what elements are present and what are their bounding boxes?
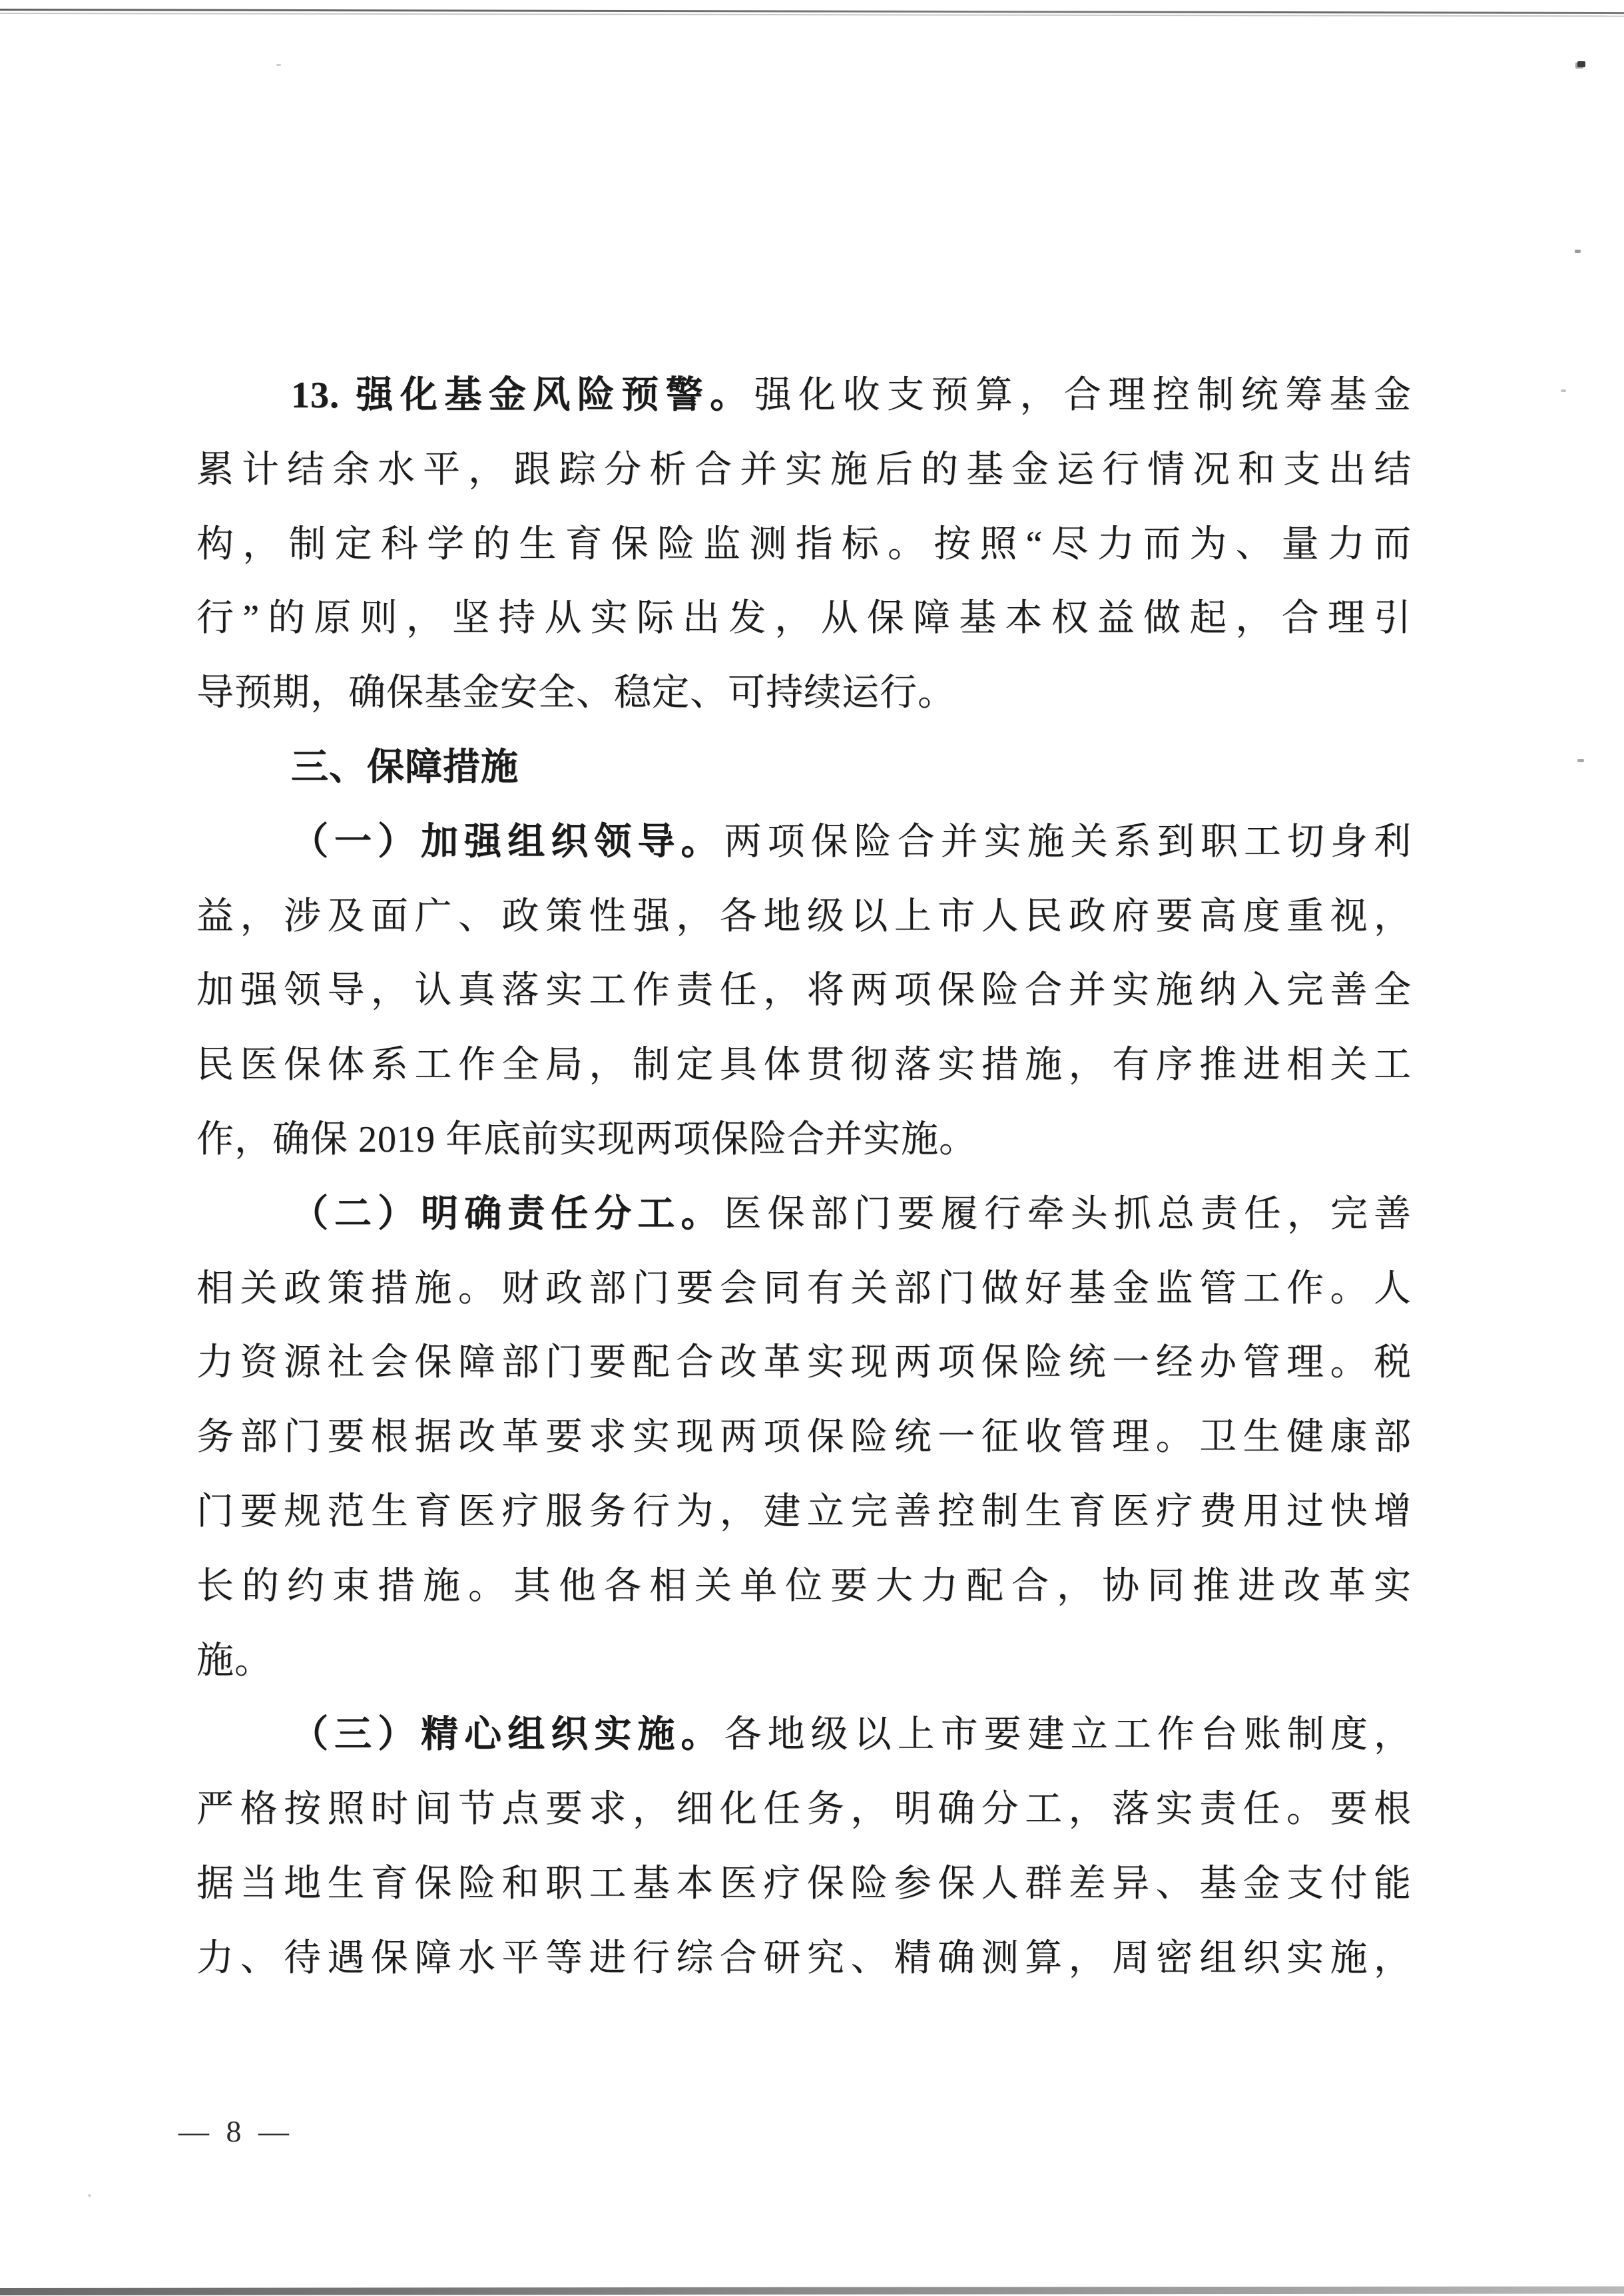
text-line bbox=[196, 433, 1412, 507]
text-segment: 构，制定科学的生育保险监测指标。按照“尽力而为、量力而 bbox=[196, 523, 1412, 565]
text-segment: 务部门要根据改革要求实现两项保险统一征收管理。卫生健康部 bbox=[196, 1417, 1412, 1459]
scan-artifact-bottom-bar bbox=[0, 2286, 1624, 2295]
scan-speck bbox=[1577, 759, 1584, 762]
text-segment: 据当地生育保险和职工基本医疗保险参保人群差异、基金支付能 bbox=[196, 1863, 1412, 1905]
text-line bbox=[196, 1921, 1412, 1996]
text-line bbox=[196, 1325, 1412, 1400]
document-body bbox=[196, 358, 1412, 2002]
bold-text-segment: （二）明确责任分工。 bbox=[291, 1193, 724, 1235]
text-segment: 相关政策措施。财政部门要会同有关部门做好基金监管工作。人 bbox=[196, 1267, 1412, 1309]
page-number: — 8 — bbox=[178, 2114, 294, 2148]
text-line bbox=[196, 879, 1412, 954]
scan-speck bbox=[1561, 389, 1566, 392]
text-line bbox=[196, 581, 1412, 656]
section-heading bbox=[196, 730, 1412, 805]
text-segment: 施。 bbox=[196, 1640, 272, 1682]
scan-speck bbox=[276, 64, 281, 66]
text-line bbox=[196, 805, 1412, 879]
text-line bbox=[196, 1475, 1412, 1549]
bold-text-segment: 三、保障措施 bbox=[291, 747, 519, 788]
bold-text-segment: （三）精心组织实施。 bbox=[291, 1714, 724, 1756]
text-segment: 力、待遇保障水平等进行综合研究、精确测算，周密组织实施， bbox=[196, 1937, 1412, 1979]
text-segment: 累计结余水平，跟踪分析合并实施后的基金运行情况和支出结 bbox=[196, 449, 1412, 491]
text-line bbox=[196, 1847, 1412, 1921]
text-line bbox=[196, 507, 1412, 582]
bold-text-segment: （一）加强组织领导。 bbox=[291, 821, 724, 863]
text-segment: 严格按照时间节点要求，细化任务，明确分工，落实责任。要根 bbox=[196, 1789, 1412, 1831]
text-segment: 益，涉及面广、政策性强，各地级以上市人民政府要高度重视， bbox=[196, 895, 1412, 937]
text-line bbox=[196, 656, 1412, 730]
text-line bbox=[196, 358, 1412, 433]
text-line bbox=[196, 1772, 1412, 1847]
text-segment: 民医保体系工作全局，制定具体贯彻落实措施，有序推进相关工 bbox=[196, 1044, 1412, 1086]
text-line bbox=[196, 1252, 1412, 1326]
text-line bbox=[196, 1028, 1412, 1102]
text-line bbox=[196, 1698, 1412, 1772]
text-line bbox=[196, 1624, 1412, 1698]
text-line bbox=[196, 1177, 1412, 1252]
text-segment: 各地级以上市要建立工作台账制度， bbox=[724, 1714, 1412, 1756]
text-segment: 长的约束措施。其他各相关单位要大力配合，协同推进改革实 bbox=[196, 1565, 1412, 1607]
text-line bbox=[196, 1549, 1412, 1624]
text-segment: 强化收支预算，合理控制统筹基金 bbox=[754, 375, 1412, 416]
bold-text-segment: 13. 强化基金风险预警。 bbox=[291, 375, 754, 416]
text-segment: 力资源社会保障部门要配合改革实现两项保险统一经办管理。税 bbox=[196, 1342, 1412, 1384]
text-segment: 医保部门要履行牵头抓总责任，完善 bbox=[724, 1193, 1412, 1235]
text-line bbox=[196, 1400, 1412, 1475]
scan-speck bbox=[1575, 250, 1581, 253]
scan-speck bbox=[1577, 61, 1585, 67]
text-line bbox=[196, 1102, 1412, 1177]
text-segment: 门要规范生育医疗服务行为，建立完善控制生育医疗费用过快增 bbox=[196, 1491, 1412, 1532]
text-segment: 加强领导，认真落实工作责任，将两项保险合并实施纳入完善全 bbox=[196, 970, 1412, 1012]
text-segment: 两项保险合并实施关系到职工切身利 bbox=[724, 821, 1412, 863]
text-segment: 导预期，确保基金安全、稳定、可持续运行。 bbox=[196, 672, 955, 714]
scan-speck bbox=[88, 2194, 91, 2197]
text-segment: 行”的原则，坚持从实际出发，从保障基本权益做起，合理引 bbox=[196, 598, 1412, 640]
text-line bbox=[196, 953, 1412, 1028]
text-segment: 作，确保 2019 年底前实现两项保险合并实施。 bbox=[196, 1119, 977, 1160]
